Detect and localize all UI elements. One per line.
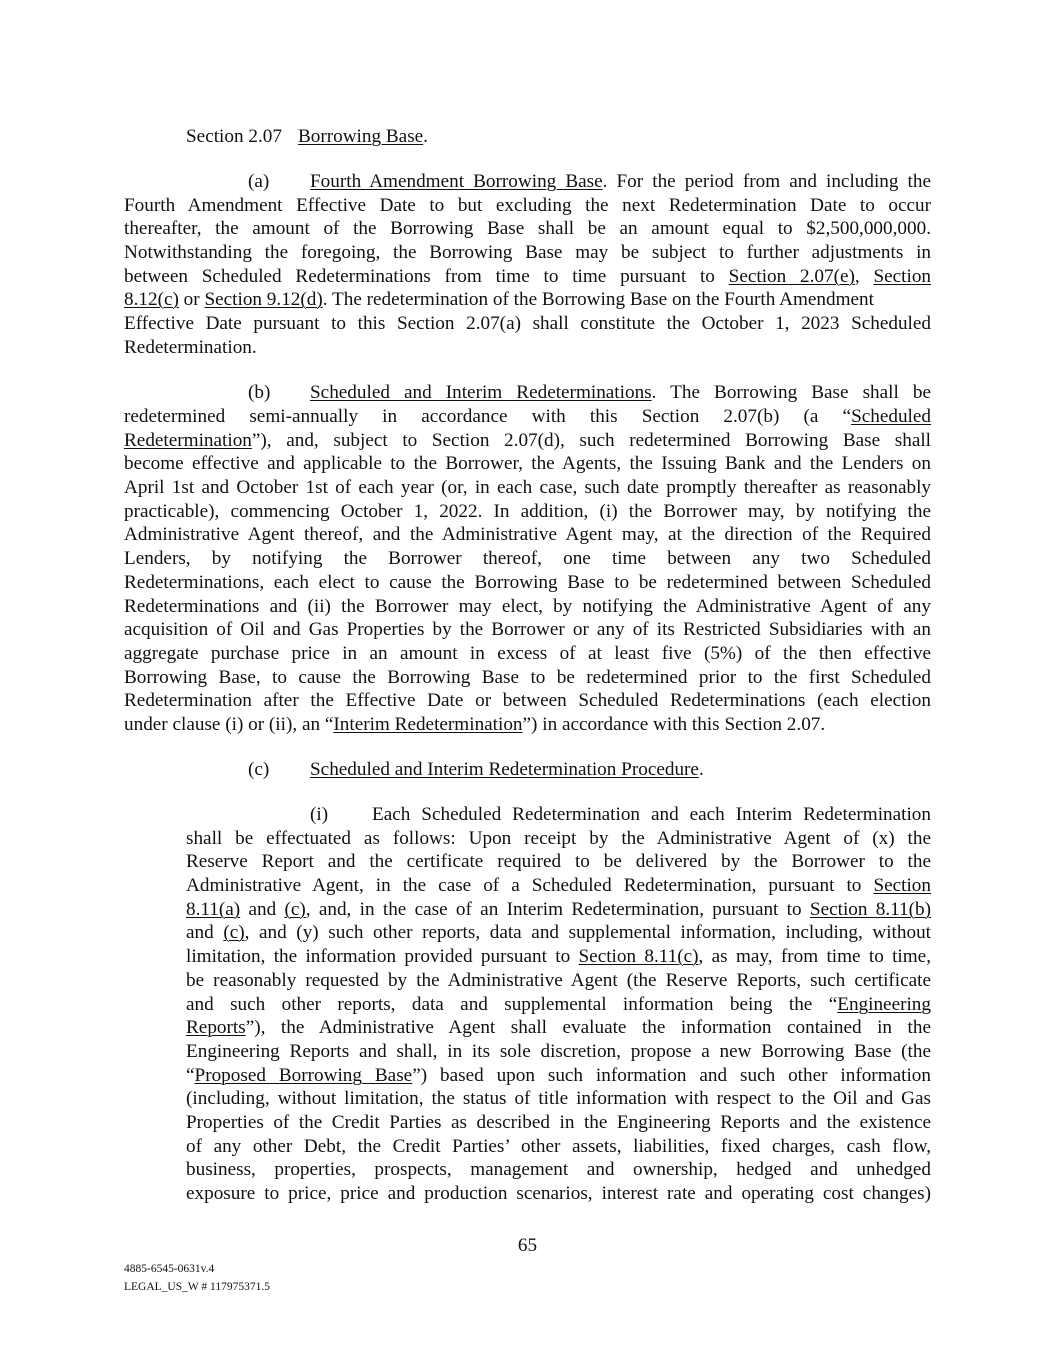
paragraph-b-line: (b) Scheduled and Interim Redeterminations. The Borrowing Base shall be	[248, 382, 931, 403]
subparagraph-line: shall be effectuated as follows: Upon receipt by the Administrative Agent of (x) the	[186, 828, 931, 849]
paragraph-b-line: under clause (i) or (ii), an “Interim Redetermination”) in accordance with this Section 2.07.	[124, 714, 826, 735]
defined-term: Redetermination	[124, 430, 252, 451]
subparagraph-line: Administrative Agent, in the case of a Scheduled Redetermination, pursuant to Section	[186, 875, 931, 896]
section-title: Borrowing Base	[297, 126, 424, 147]
paragraph-b-line: Redetermination”), and, subject to Section 2.07(d), such redetermined Borrowing Base shall	[124, 430, 931, 451]
paragraph-marker: (a)	[248, 171, 270, 192]
paragraph-marker: (i)	[310, 804, 329, 825]
subparagraph-line: (i) Each Scheduled Redetermination and each Interim Redetermination	[310, 804, 931, 825]
paragraph-b-line: April 1st and October 1st of each year (or, in each case, such date promptly thereafter as reasonably	[124, 477, 931, 498]
paragraph-b-line: Redetermination after the Effective Date or between Scheduled Redeterminations (each election	[124, 690, 931, 711]
paragraph-b-line: aggregate purchase price in an amount in excess of at least five (5%) of the then effective	[124, 643, 931, 664]
subparagraph-line: “Proposed Borrowing Base”) based upon such information and such other information	[186, 1065, 931, 1086]
subparagraph-line: Reserve Report and the certificate required to be delivered by the Borrower to the	[186, 851, 931, 872]
paragraph-b-line: Lenders, by notifying the Borrower thereof, one time between any two Scheduled	[124, 548, 931, 569]
defined-term: Proposed Borrowing Base	[194, 1065, 413, 1086]
legal-id: LEGAL_US_W # 117975371.5	[124, 1281, 270, 1293]
defined-term: Scheduled	[851, 406, 931, 427]
section-reference: Section 2.07(e)	[728, 266, 855, 287]
section-reference: (c)	[284, 899, 306, 920]
paragraph-c-heading: (c) Scheduled and Interim Redetermination Procedure.	[248, 759, 704, 780]
subparagraph-line: 8.11(a) and (c), and, in the case of an Interim Redetermination, pursuant to Section 8.11(b)	[186, 899, 931, 920]
section-heading: Section 2.07 Borrowing Base.	[186, 126, 428, 147]
defined-term: Interim Redetermination	[333, 714, 523, 735]
section-reference: Section 8.11(c)	[578, 946, 699, 967]
subparagraph-line: exposure to price, price and production scenarios, interest rate and operating cost changes)	[186, 1183, 931, 1204]
section-reference: Section	[873, 875, 931, 896]
section-number: Section 2.07	[186, 126, 282, 147]
paragraph-b-line: Administrative Agent thereof, and the Administrative Agent may, at the direction of the Required	[124, 524, 931, 545]
section-reference: Section 8.11(b)	[809, 899, 931, 920]
subparagraph-line: Engineering Reports and shall, in its sole discretion, propose a new Borrowing Base (the	[186, 1041, 931, 1062]
paragraph-b-line: Redeterminations, each elect to cause the Borrowing Base to be redetermined between Scheduled	[124, 572, 931, 593]
paragraph-b-line: become effective and applicable to the Borrower, the Agents, the Issuing Bank and the Lenders on	[124, 453, 931, 474]
paragraph-a-line: 8.12(c) or Section 9.12(d). The redetermination of the Borrowing Base on the Fourth Amendment	[124, 289, 874, 310]
paragraph-title: Scheduled and Interim Redetermination Procedure	[310, 759, 699, 780]
paragraph-b-line: redetermined semi-annually in accordance with this Section 2.07(b) (a “Scheduled	[124, 406, 931, 427]
paragraph-title: Scheduled and Interim Redeterminations	[310, 382, 652, 403]
paragraph-b-line: acquisition of Oil and Gas Properties by the Borrower or any of its Restricted Subsidiaries with an	[124, 619, 931, 640]
defined-term: Engineering	[837, 994, 931, 1015]
paragraph-title: Fourth Amendment Borrowing Base	[310, 171, 603, 192]
section-reference: 8.11(a)	[186, 899, 241, 920]
paragraph-a-line: Notwithstanding the foregoing, the Borrowing Base may be subject to further adjustments in	[124, 242, 931, 263]
defined-term: Reports	[186, 1017, 246, 1038]
subparagraph-line: Properties of the Credit Parties as described in the Engineering Reports and the existence	[186, 1112, 931, 1133]
paragraph-b-line: practicable), commencing October 1, 2022. In addition, (i) the Borrower may, by notifying the	[124, 501, 931, 522]
subparagraph-line: be reasonably requested by the Administrative Agent (the Reserve Reports, such certificate	[186, 970, 931, 991]
paragraph-a-line: thereafter, the amount of the Borrowing Base shall be an amount equal to $2,500,000,000.	[124, 218, 931, 239]
paragraph-a-line: between Scheduled Redeterminations from time to time pursuant to Section 2.07(e), Section	[124, 266, 932, 287]
subparagraph-line: (including, without limitation, the status of title information with respect to the Oil and Gas	[186, 1088, 931, 1109]
subparagraph-line: and (c), and (y) such other reports, data and supplemental information, including, without	[186, 922, 931, 943]
subparagraph-line: of any other Debt, the Credit Parties’ other assets, liabilities, fixed charges, cash flow,	[186, 1136, 931, 1157]
paragraph-marker: (c)	[248, 759, 270, 780]
section-reference: Section 9.12(d)	[204, 289, 323, 310]
subparagraph-line: and such other reports, data and supplemental information being the “Engineering	[186, 994, 931, 1015]
paragraph-b-line: Borrowing Base, to cause the Borrowing Base to be redetermined prior to the first Scheduled	[124, 667, 931, 688]
paragraph-a-line: Effective Date pursuant to this Section 2.07(a) shall constitute the October 1, 2023 Scheduled	[124, 313, 931, 334]
paragraph-a-line: (a) Fourth Amendment Borrowing Base. For the period from and including the	[248, 171, 931, 192]
section-reference: (c)	[223, 922, 245, 943]
paragraph-a-line: Fourth Amendment Effective Date to but excluding the next Redetermination Date to occur	[124, 195, 931, 216]
subparagraph-line: limitation, the information provided pursuant to Section 8.11(c), as may, from time to time,	[186, 946, 931, 967]
paragraph-a-line: Redetermination.	[124, 337, 257, 358]
page-number: 65	[517, 1235, 538, 1256]
paragraph-marker: (b)	[248, 382, 271, 403]
subparagraph-line: business, properties, prospects, management and ownership, hedged and unhedged	[186, 1159, 931, 1180]
section-reference: Section	[873, 266, 932, 287]
subparagraph-line: Reports”), the Administrative Agent shall evaluate the information contained in the	[186, 1017, 931, 1038]
document-id: 4885-6545-0631v.4	[124, 1263, 215, 1275]
paragraph-b-line: Redeterminations and (ii) the Borrower may elect, by notifying the Administrative Agent of any	[124, 596, 931, 617]
section-reference: 8.12(c)	[124, 289, 179, 310]
